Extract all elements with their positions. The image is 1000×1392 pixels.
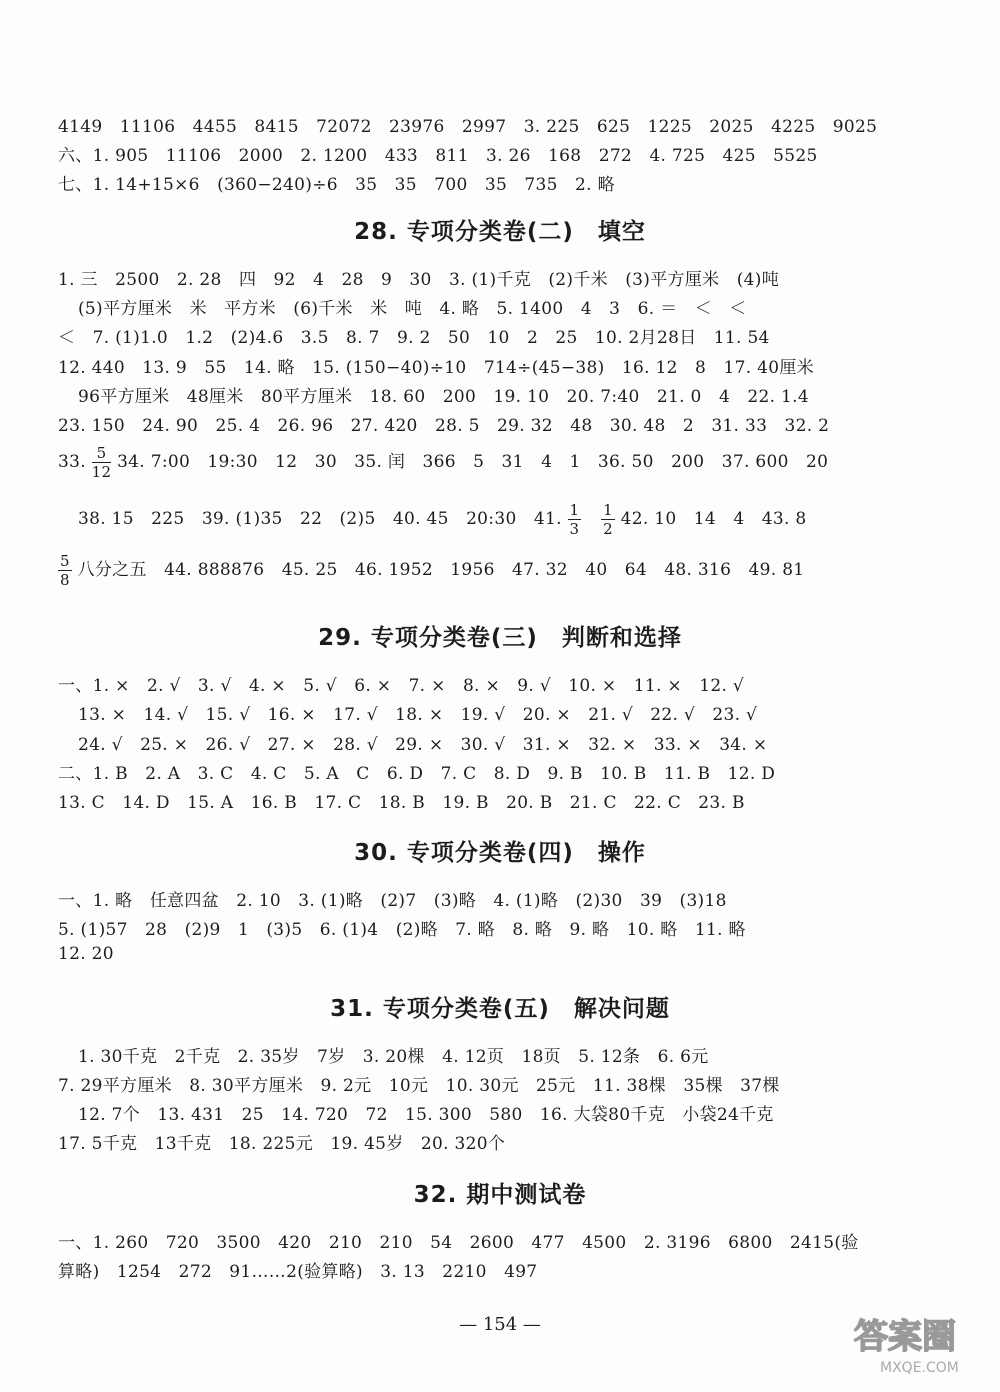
answer-line xyxy=(58,552,940,589)
answer-line: 一、1. × 2. √ 3. √ 4. × 5. √ 6. × 7. × 8. × 9. √ 10. × 11. × 12. √ xyxy=(58,676,745,696)
fraction-numerator: 1 xyxy=(569,501,580,519)
answer-line: 17. 5千克 13千克 18. 225元 19. 45岁 20. 320个 xyxy=(58,1134,506,1154)
answer-text: 34. 7:00 19:30 12 30 35. 闰 366 5 31 4 1 36. 50 200 37. 600 20 xyxy=(117,452,829,472)
answer-line: 96平方厘米 48厘米 80平方厘米 18. 60 200 19. 10 20. 7:40 21. 0 4 22. 1.4 xyxy=(78,387,809,407)
section-title: 29. 专项分类卷(三) 判断和选择 xyxy=(318,625,682,651)
fraction xyxy=(568,501,582,538)
section-title: 31. 专项分类卷(五) 解决问题 xyxy=(330,996,670,1022)
answer-line: 二、1. B 2. A 3. C 4. C 5. A C 6. D 7. C 8. D 9. B 10. B 11. B 12. D xyxy=(58,764,776,784)
answer-line: (5)平方厘米 米 平方米 (6)千米 米 吨 4. 略 5. 1400 4 3 6. ＝ ＜ ＜ xyxy=(78,299,747,319)
answer-text: 38. 15 225 39. (1)35 22 (2)5 40. 45 20:30 41. xyxy=(78,509,562,529)
answer-line: 12. 20 xyxy=(58,944,114,964)
fraction-numerator: 5 xyxy=(92,444,112,463)
watermark-logo xyxy=(850,1310,980,1380)
answer-line: 1. 30千克 2千克 2. 35岁 7岁 3. 20棵 4. 12页 18页 5. 12条 6. 6元 xyxy=(78,1047,709,1067)
answer-line: ＜ 7. (1)1.0 1.2 (2)4.6 3.5 8. 7 9. 2 50 10 2 25 10. 2月28日 11. 54 xyxy=(58,328,770,348)
watermark-text: 答案圈 xyxy=(854,1317,956,1357)
answer-line: 一、1. 略 任意四盆 2. 10 3. (1)略 (2)7 (3)略 4. (1)略 (2)30 39 (3)18 xyxy=(58,891,727,911)
answer-line: 5. (1)57 28 (2)9 1 (3)5 6. (1)4 (2)略 7. 略 8. 略 9. 略 10. 略 11. 略 xyxy=(58,920,746,940)
answer-line: 13. C 14. D 15. A 16. B 17. C 18. B 19. B 20. B 21. C 22. C 23. B xyxy=(58,793,745,813)
section-title: 28. 专项分类卷(二) 填空 xyxy=(354,219,646,245)
answer-line xyxy=(58,444,940,481)
answer-text: 42. 10 14 4 43. 8 xyxy=(620,509,807,529)
section-title: 30. 专项分类卷(四) 操作 xyxy=(354,840,646,866)
answer-line: 算略) 1254 272 91……2(验算略) 3. 13 2210 497 xyxy=(58,1262,538,1282)
answer-number: 33. xyxy=(58,452,86,472)
fraction-denominator: 3 xyxy=(569,520,580,538)
answer-line: 23. 150 24. 90 25. 4 26. 96 27. 420 28. 5 29. 32 48 30. 48 2 31. 33 32. 2 xyxy=(58,416,830,436)
watermark-url: MXQE.COM xyxy=(880,1360,959,1376)
answer-line: 24. √ 25. × 26. √ 27. × 28. √ 29. × 30. √ 31. × 32. × 33. × 34. × xyxy=(78,735,768,755)
fraction xyxy=(601,501,615,538)
answer-line: 12. 7个 13. 431 25 14. 720 72 15. 300 580 16. 大袋80千克 小袋24千克 xyxy=(78,1105,774,1125)
answer-line: 13. × 14. √ 15. √ 16. × 17. √ 18. × 19. √ 20. × 21. √ 22. √ 23. √ xyxy=(78,705,758,725)
fraction-denominator: 12 xyxy=(91,463,112,481)
answer-line: 1. 三 2500 2. 28 四 92 4 28 9 30 3. (1)千克 (2)千米 (3)平方厘米 (4)吨 xyxy=(58,270,780,290)
fraction-numerator: 1 xyxy=(603,501,613,519)
answer-line: 七、1. 14+15×6 (360−240)÷6 35 35 700 35 735 2. 略 xyxy=(58,175,615,195)
answer-line: 12. 440 13. 9 55 14. 略 15. (150−40)÷10 714÷(45−38) 16. 12 8 17. 40厘米 xyxy=(58,358,814,378)
fraction-denominator: 2 xyxy=(603,520,613,538)
answer-line: 六、1. 905 11106 2000 2. 1200 433 811 3. 26 168 272 4. 725 425 5525 xyxy=(58,146,818,166)
fraction-numerator: 5 xyxy=(60,552,70,570)
answer-line: 7. 29平方厘米 8. 30平方厘米 9. 2元 10元 10. 30元 25元 11. 38棵 35棵 37棵 xyxy=(58,1076,780,1096)
fraction xyxy=(58,552,72,589)
answer-line xyxy=(78,501,940,538)
fraction xyxy=(92,444,112,481)
answer-line: 4149 11106 4455 8415 72072 23976 2997 3. 225 625 1225 2025 4225 9025 xyxy=(58,117,878,137)
page-number: — 154 — xyxy=(459,1314,541,1335)
answer-text: 八分之五 44. 888876 45. 25 46. 1952 1956 47. 32 40 64 48. 316 49. 81 xyxy=(77,560,805,580)
fraction-denominator: 8 xyxy=(60,571,70,589)
answer-line: 一、1. 260 720 3500 420 210 210 54 2600 477 4500 2. 3196 6800 2415(验 xyxy=(58,1233,859,1253)
section-title: 32. 期中测试卷 xyxy=(413,1182,587,1208)
